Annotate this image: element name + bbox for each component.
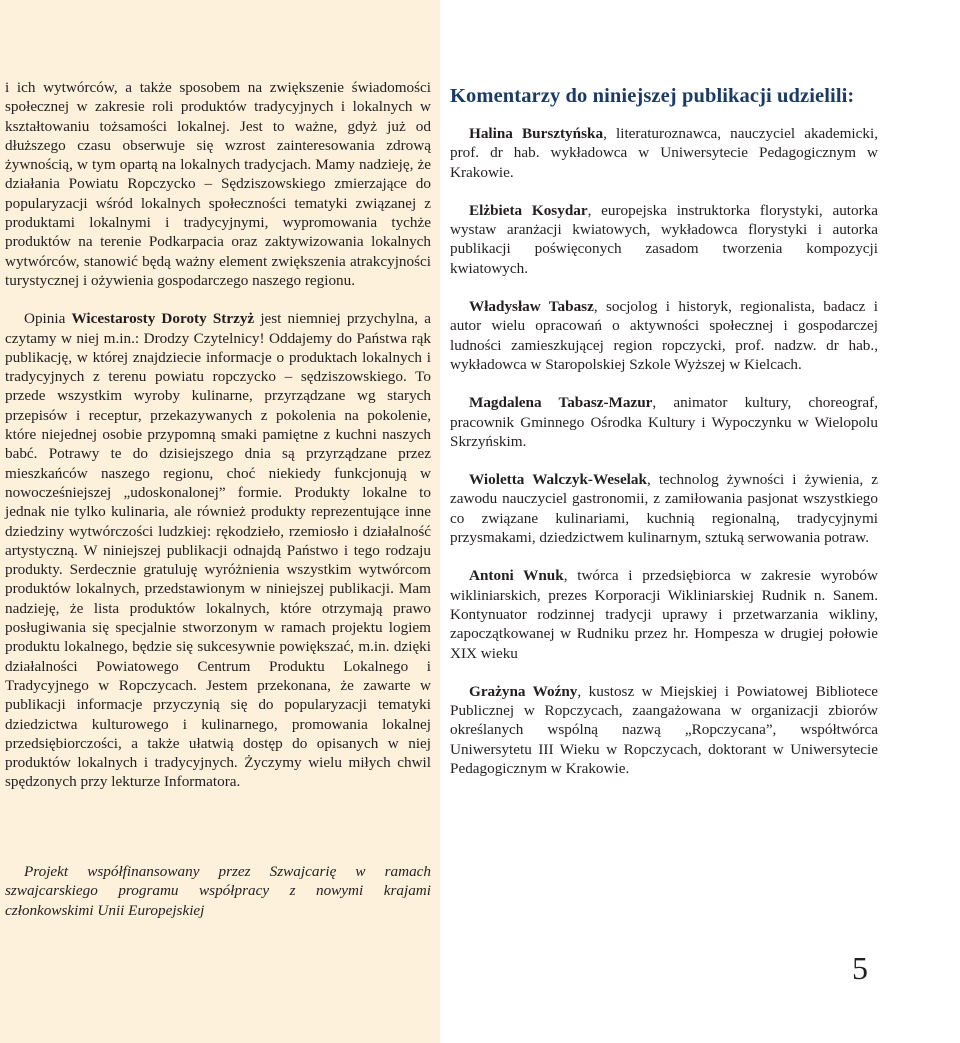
bio-text: , technolog żywności i żywienia, z zawodu nauczyciel gastronomii, z zamiłowania pasjonat wszystkiego co związane kulinariami, kuchnią regionalną, tradycyjnymi przysmakami, dziedzictwem kulinarnym, sztuką serwowania potraw. [450,471,878,547]
bio-name: Halina Bursztyńska [469,125,604,142]
bio-name: Grażyna Woźny [469,682,578,700]
bio-entry [450,297,878,374]
right-column [450,85,878,797]
bio-name: Magdalena Tabasz-Mazur [469,394,653,412]
bio-entry [450,470,878,547]
bio-text: , animator kultury, choreograf, pracownik Gminnego Ośrodka Kultury i Wypoczynku w Wielopolu Skrzyńskim. [450,394,878,450]
bio-entry [450,682,878,778]
bio-name: Antoni Wnuk [469,567,564,585]
opinion-prefix: Opinia [24,310,72,328]
vice-starost-name: Wicestarosty Doroty Strzyż [71,310,255,328]
bio-text: , socjolog i historyk, regionalista, badacz i autor wielu opracowań o aktywności społecznej i gospodarczej ludności zamieszkującej region ropczycki, prof. nadzw. dr hab., wykładowca w Staropolskiej Szkole Wyższej w Kielcach. [450,298,878,373]
bio-entry [450,124,878,182]
bio-text: , europejska instruktorka florystyki, autorka wystaw aranżacji kwiatowych, wykładowca florystyki i autorka publikacji poświęconych zasadom tworzenia kompozycji kwiatowych. [450,201,879,277]
left-text-block [5,78,431,792]
bio-entry [450,566,878,662]
paragraph-intro: i ich wytwórców, a także sposobem na zwiększenie świadomości społecznej w zakresie roli produktów tradycyjnych i lokalnych w kształtowaniu tożsamości lokalnej. Jest to ważne, gdyż już od dłuższego czasu obserwuje się wzrost zainteresowania zdrową żywnością, w tym opartą na lokalnych tradycjach. Mamy nadzieję, że działania Powiatu Ropczycko – Sędziszowskiego zmierzające do popularyzacji wśród lokalnych społeczności tematyki związanej z produktami lokalnymi i tradycyjnymi, wypromowania tychże produktów na terenie Podkarpacia oraz zaktywizowania lokalnych wytwórców, stanowić będą ważny element zwiększenia atrakcyjności turystycznej i ożywienia gospodarczego naszego regionu. [5,79,431,289]
paragraph-opinion [5,309,431,791]
page-number: 5 [852,950,868,986]
bio-name: Elżbieta Kosydar [469,201,588,219]
left-column [0,0,440,1043]
bio-entry [450,201,878,278]
contributors-heading: Komentarzy do niniejszej publikacji udzielili: [450,85,855,107]
opinion-body: jest niemniej przychylna, a czytamy w niej m.in.: Drodzy Czytelnicy! Oddajemy do Państwa rąk publikację, w której znajdziecie informacje o produktach lokalnych i tradycyjnych z terenu powiatu ropczycko – sędziszowskiego. To przede wszystkim wyroby kulinarne, przyrządzane wg starych przepisów i receptur, przekazywanych z pokolenia na pokolenie, które niejednej osobie przypomną smaki pamiętne z kuchni naszych babć. Potrawy te do dzisiejszego dnia są przyrządzane przez mieszkańców naszego regionu, choć niekiedy funkcjonują w nowocześniejszej „udoskonalonej” formie. Produkty lokalne to jednak nie tylko kulinaria, ale również produkty reprezentujące inne dziedziny wytwórczości ludzkiej: rękodzieło, rzemiosło i działalność artystyczną. W niniejszej publikacji odnajdą Państwo i tego rodzaju produkty. Serdecznie gratuluję wyróżnienia wszystkim wytwórcom produktów lokalnych, przedstawionym w niniejszej publikacji. Mam nadzieję, że lista produktów lokalnych, które otrzymają prawo posługiwania się specjalnie stworzonym w ramach projektu logiem produktu lokalnego, będzie się sukcesywnie powiększać, m.in. dzięki działalności Powiatowego Centrum Produktu Lokalnego i Tradycyjnego w Ropczycach. Jestem przekonana, że zawarte w publikacji informacje przyczynią się do popularyzacji tematyki dziedzictwa kulturowego i kulinarnego, promowania lokalnej przedsiębiorczości, a także ułatwią dostęp do opisanych w niej produktów lokalnych i tradycyjnych. Życzymy wielu miłych chwil spędzonych przy lekturze Informatora. [5,310,431,791]
bio-text: , literaturoznawca, nauczyciel akademicki, prof. dr hab. wykładowca w Uniwersytecie Pedagogicznym w Krakowie. [450,125,878,181]
bio-entry [450,393,878,451]
bio-text: , twórca i przedsiębiorca w zakresie wyrobów wikliniarskich, prezes Korporacji Wikliniarskiej Rudnik n. Sanem. Kontynuator rodzinnej tradycji uprawy i przetwarzania wikliny, zapoczątkowanej w Rudniku przez hr. Hompesza w drugiej połowie XIX wieku [450,567,878,662]
funding-footnote [5,862,431,920]
bio-name: Władysław Tabasz [469,298,594,316]
bio-text: , kustosz w Miejskiej i Powiatowej Bibliotece Publicznej w Ropczycach, zaangażowana w organizacji zbiorów określanych wspólną nazwą „Ropczycana”, współtwórca Uniwersytetu III Wieku w Ropczycach, doktorant w Uniwersytecie Pedagogicznym w Krakowie. [450,682,878,778]
bio-name: Wioletta Walczyk-Weselak [469,471,647,489]
footnote-text: Projekt współfinansowany przez Szwajcarię w ramach szwajcarskiego programu współpracy z nowymi krajami członkowskimi Unii Europejskiej [5,863,431,919]
